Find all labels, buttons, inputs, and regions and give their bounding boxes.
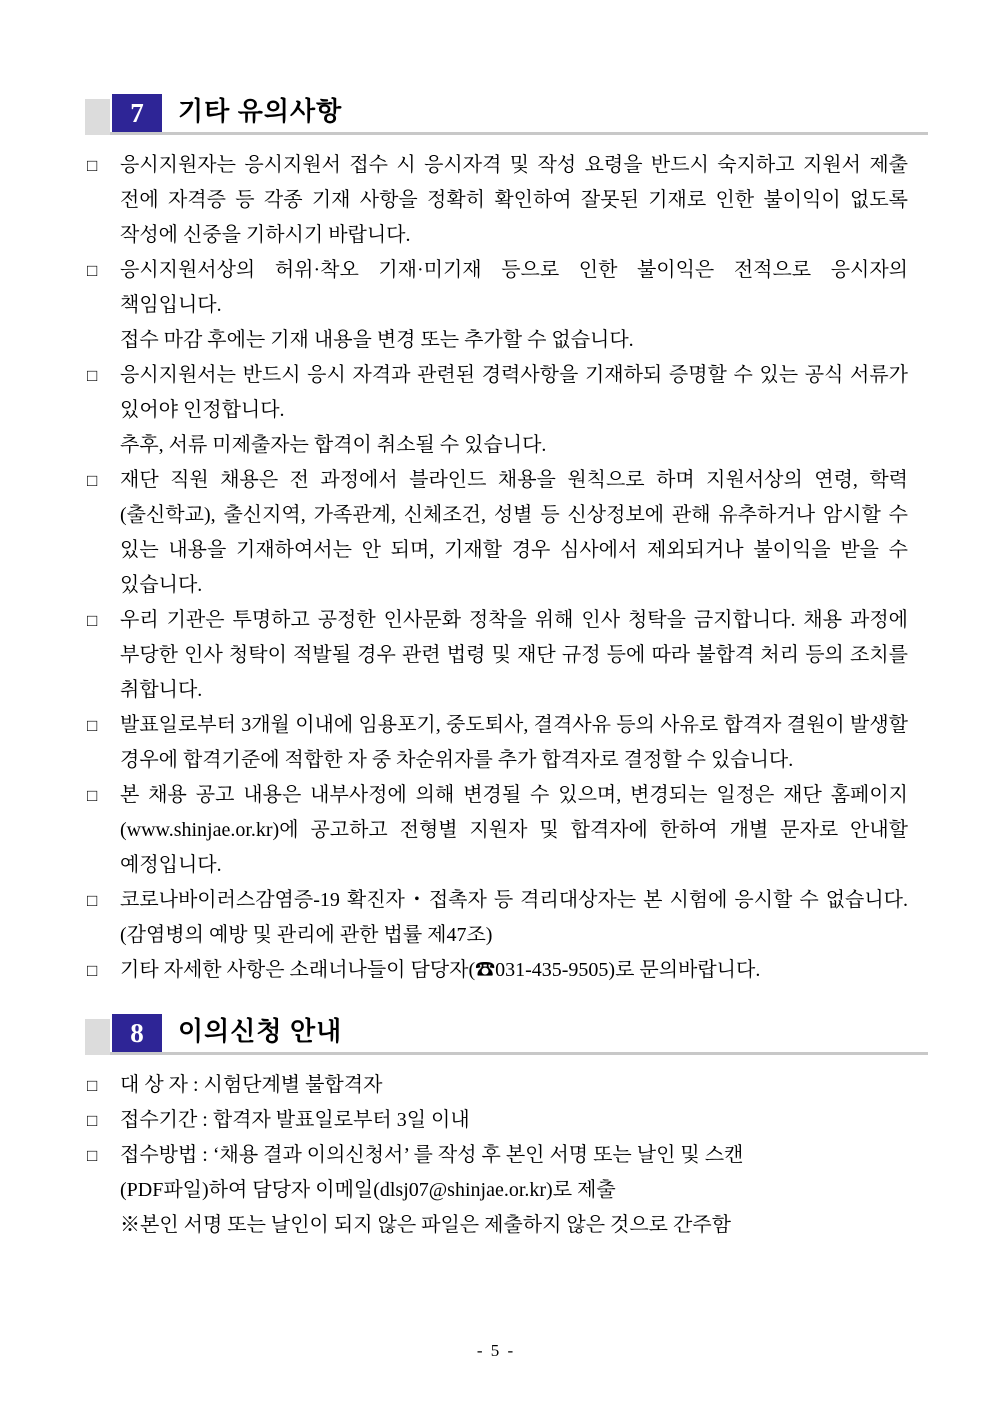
list-item-text xyxy=(120,148,908,253)
text-block: (PDF파일)하여 담당자 이메일(dlsj07@shinjae.or.kr)로 제출 xyxy=(120,1179,616,1201)
section-title: 기타 유의사항 xyxy=(178,97,343,126)
text-block: 코로나바이러스감염증-19 확진자・접촉자 등 격리대상자는 본 시험에 응시할 수 없습니다. (감염병의 예방 및 관리에 관한 법률 제47조) xyxy=(120,889,908,946)
text-block: 재단 직원 채용은 전 과정에서 블라인드 채용을 원칙으로 하며 지원서상의 연령, 학력(출신학교), 출신지역, 가족관계, 신체조건, 성별 등 신상정보에 관해 유추하거나 암시할 수 있는 내용을 기재하여서는 안 되며, 기재할 경우 심사에서 제외되거나 불이익을 받을 수 있습니다. xyxy=(120,469,908,596)
text-block: 접수방법 : ‘채용 결과 이의신청서’ 를 작성 후 본인 서명 또는 날인 및 스캔 xyxy=(120,1144,744,1166)
text-block: 추후, 서류 미제출자는 합격이 취소될 수 있습니다. xyxy=(120,434,547,456)
checkbox-bullet-icon: □ xyxy=(87,261,98,280)
list-item xyxy=(85,148,908,253)
checkbox-bullet-icon: □ xyxy=(87,891,98,910)
section-number-badge: 8 xyxy=(112,1014,162,1052)
list-item xyxy=(85,778,908,883)
text-block: 접수기간 : 합격자 발표일로부터 3일 이내 xyxy=(120,1109,470,1131)
list-item-text xyxy=(120,708,908,778)
header-accent-block xyxy=(85,1019,110,1055)
section-7 xyxy=(85,95,928,988)
text-block: 발표일로부터 3개월 이내에 임용포기, 중도퇴사, 결격사유 등의 사유로 합격자 결원이 발생할 경우에 합격기준에 적합한 자 중 차순위자를 추가 합격자로 결정할 수 있습니다. xyxy=(120,714,908,771)
list-item xyxy=(85,463,908,603)
checkbox-bullet-icon: □ xyxy=(87,611,98,630)
list-item xyxy=(85,358,908,463)
text-block: 접수 마감 후에는 기재 내용을 변경 또는 추가할 수 없습니다. xyxy=(120,329,634,351)
text-block: ※본인 서명 또는 날인이 되지 않은 파일은 제출하지 않은 것으로 간주함 xyxy=(120,1214,731,1236)
list-item-text xyxy=(120,953,908,988)
list-item-text xyxy=(120,253,908,358)
list-item-text xyxy=(120,778,908,883)
section-items xyxy=(85,1068,928,1243)
section-8 xyxy=(85,1015,928,1243)
list-item xyxy=(85,1068,908,1103)
list-item-text xyxy=(120,463,908,603)
list-item xyxy=(85,708,908,778)
checkbox-bullet-icon: □ xyxy=(87,1076,98,1095)
page-number: - 5 - xyxy=(476,1341,516,1360)
checkbox-bullet-icon: □ xyxy=(87,716,98,735)
checkbox-bullet-icon: □ xyxy=(87,366,98,385)
section-header xyxy=(85,95,928,135)
checkbox-bullet-icon: □ xyxy=(87,1146,98,1165)
list-item xyxy=(85,253,908,358)
list-item xyxy=(85,1103,908,1138)
text-block: 응시지원자는 응시지원서 접수 시 응시자격 및 작성 요령을 반드시 숙지하고 지원서 제출 전에 자격증 등 각종 기재 사항을 정확히 확인하여 잘못된 기재로 인한 불이익이 없도록 작성에 신중을 기하시기 바랍니다. xyxy=(120,154,908,246)
list-item xyxy=(85,953,908,988)
list-item-text xyxy=(120,1068,908,1103)
list-item-text xyxy=(120,1138,908,1243)
list-item xyxy=(85,883,908,953)
text-block: 응시지원서상의 허위·착오 기재·미기재 등으로 인한 불이익은 전적으로 응시자의 책임입니다. xyxy=(120,259,908,316)
text-block: 응시지원서는 반드시 응시 자격과 관련된 경력사항을 기재하되 증명할 수 있는 공식 서류가 있어야 인정합니다. xyxy=(120,364,908,421)
text-block: 본 채용 공고 내용은 내부사정에 의해 변경될 수 있으며, 변경되는 일정은 재단 홈페이지(www.shinjae.or.kr)에 공고하고 전형별 지원자 및 합격자에 한하여 개별 문자로 안내할 예정입니다. xyxy=(120,784,908,876)
list-item-text xyxy=(120,358,908,463)
text-block: 우리 기관은 투명하고 공정한 인사문화 정착을 위해 인사 청탁을 금지합니다. 채용 과정에 부당한 인사 청탁이 적발될 경우 관련 법령 및 재단 규정 등에 따라 불합격 처리 등의 조치를 취합니다. xyxy=(120,609,908,701)
list-item-text xyxy=(120,603,908,708)
list-item-text xyxy=(120,883,908,953)
section-items xyxy=(85,148,928,988)
section-header xyxy=(85,1015,928,1055)
section-number-badge: 7 xyxy=(112,94,162,132)
checkbox-bullet-icon: □ xyxy=(87,1111,98,1130)
checkbox-bullet-icon: □ xyxy=(87,156,98,175)
list-item-text xyxy=(120,1103,908,1138)
checkbox-bullet-icon: □ xyxy=(87,786,98,805)
text-block: 기타 자세한 사항은 소래너나들이 담당자(☎031-435-9505)로 문의바랍니다. xyxy=(120,959,761,981)
section-title: 이의신청 안내 xyxy=(178,1017,343,1046)
header-accent-block xyxy=(85,99,110,135)
text-block: 대 상 자 : 시험단계별 불합격자 xyxy=(120,1074,383,1096)
checkbox-bullet-icon: □ xyxy=(87,471,98,490)
list-item xyxy=(85,1138,908,1243)
checkbox-bullet-icon: □ xyxy=(87,961,98,980)
sections-container xyxy=(85,95,928,1243)
list-item xyxy=(85,603,908,708)
